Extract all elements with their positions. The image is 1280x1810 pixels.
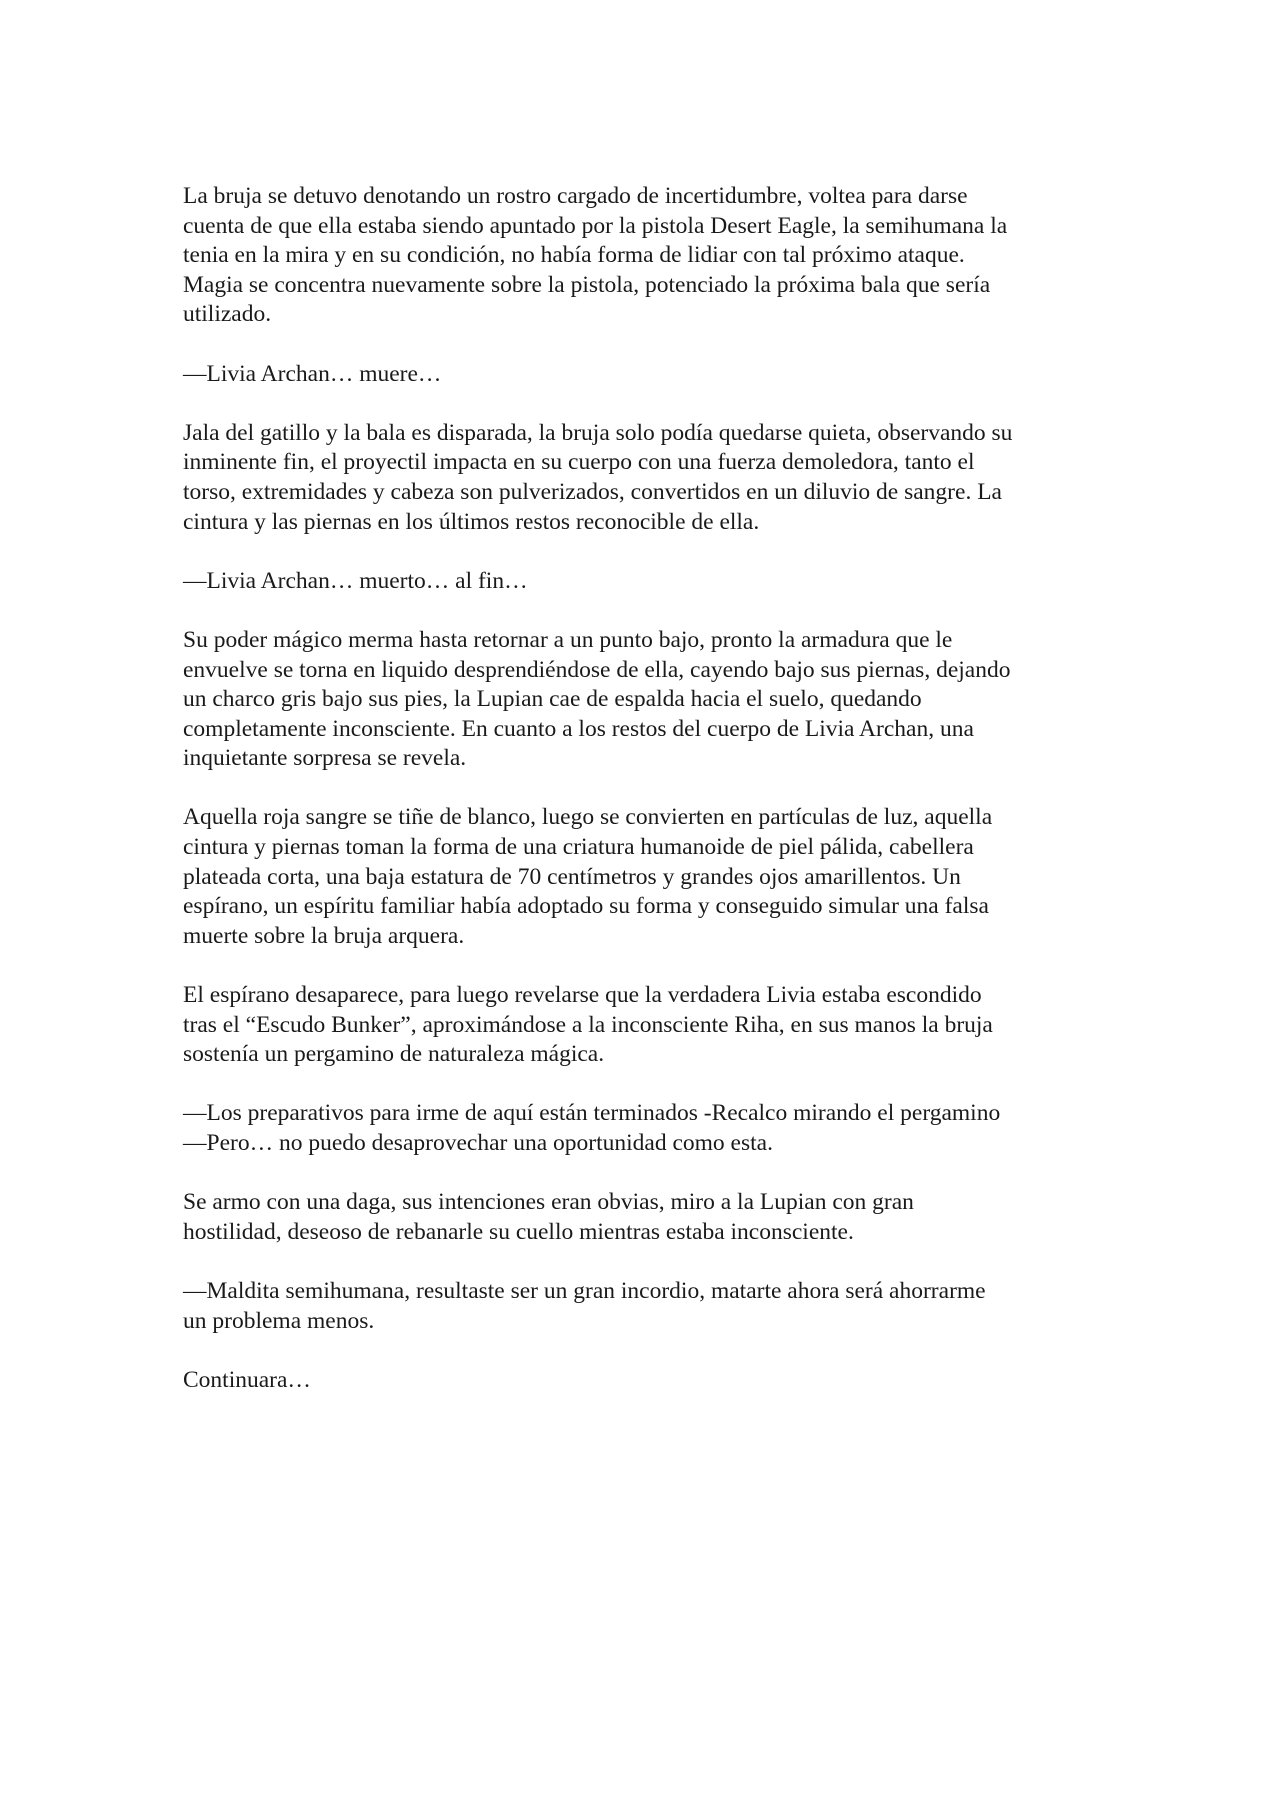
paragraph-8: —Los preparativos para irme de aquí están terminados -Recalco mirando el pergamino —Pero… no puedo desaprovechar una oportunidad como esta. — [183, 1100, 1001, 1156]
paragraph-7: El espírano desaparece, para luego revelarse que la verdadera Livia estaba escondido tras el “Escudo Bunker”, aproximándose a la inconsciente Riha, en sus manos la bruja sostenía un pergamino de naturaleza mágica. — [183, 982, 993, 1068]
paragraph-2: —Livia Archan… muere… — [183, 360, 442, 387]
paragraph-9: Se armo con una daga, sus intenciones eran obvias, miro a la Lupian con gran hostilidad, deseoso de rebanarle su cuello mientras estaba inconsciente. — [183, 1189, 914, 1245]
paragraph-6: Aquella roja sangre se tiñe de blanco, luego se convierten en partículas de luz, aquella cintura y piernas toman la forma de una criatura humanoide de piel pálida, cabellera plateada corta, una baja estatura de 70 centímetros y grandes ojos amarillentos. Un espírano, un espíritu familiar había adoptado su forma y conseguido simular una falsa muerte sobre la bruja arquera. — [183, 804, 993, 949]
paragraph-5: Su poder mágico merma hasta retornar a un punto bajo, pronto la armadura que le envuelve se torna en liquido desprendiéndose de ella, cayendo bajo sus piernas, dejando un charco gris bajo sus pies, la Lupian cae de espalda hacia el suelo, quedando completamente inconsciente. En cuanto a los restos del cuerpo de Livia Archan, una inquietante sorpresa se revela. — [183, 626, 1011, 772]
document-body — [183, 182, 1103, 1425]
paragraph-4: —Livia Archan… muerto… al fin… — [183, 567, 528, 594]
paragraph-10: —Maldita semihumana, resultaste ser un gran incordio, matarte ahora será ahorrarme un problema menos. — [183, 1277, 986, 1334]
paragraph-11: Continuara… — [183, 1366, 311, 1393]
paragraph-1: La bruja se detuvo denotando un rostro cargado de incertidumbre, voltea para darse cuenta de que ella estaba siendo apuntado por la pistola Desert Eagle, la semihumana la tenia en la mira y en su condición, no había forma de lidiar con tal próximo ataque. Magia se concentra nuevamente sobre la pistola, potenciado la próxima bala que sería utilizado. — [183, 183, 1008, 328]
paragraph-3: Jala del gatillo y la bala es disparada, la bruja solo podía quedarse quieta, observando su inminente fin, el proyectil impacta en su cuerpo con una fuerza demoledora, tanto el torso, extremidades y cabeza son pulverizados, convertidos en un diluvio de sangre. La cintura y las piernas en los últimos restos reconocible de ella. — [183, 419, 1013, 535]
